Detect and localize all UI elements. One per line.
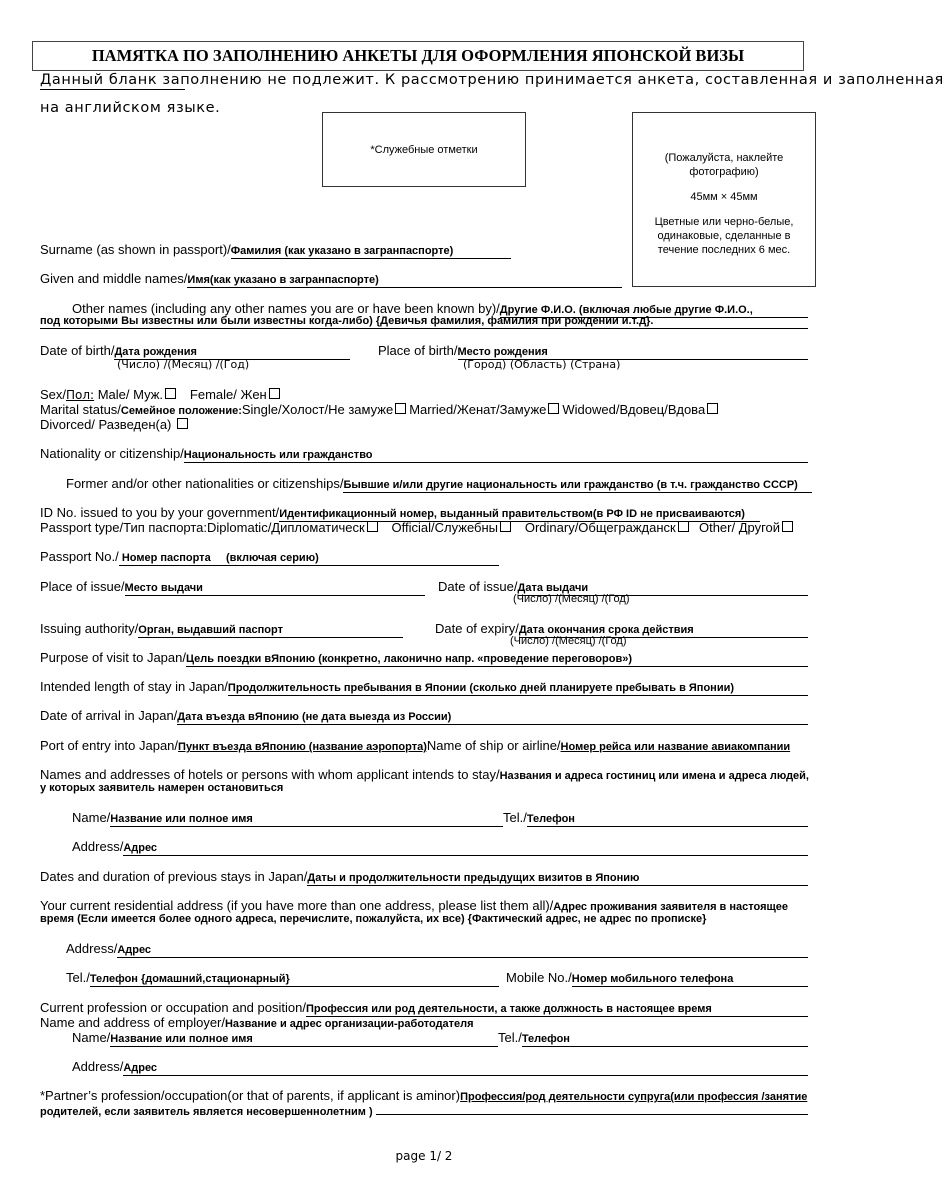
married-checkbox[interactable]	[548, 403, 559, 414]
date-of-issue-format: (Число) /(Месяц) /(Год)	[513, 593, 630, 605]
hotels-line2	[40, 781, 283, 796]
service-marks-label: *Служебные отметки	[370, 144, 478, 156]
place-of-issue-input[interactable]: Место выдачи	[125, 582, 425, 596]
nationality-field[interactable]	[40, 446, 808, 463]
issuing-authority-field[interactable]	[40, 621, 403, 638]
nationality-label: Nationality or citizenship/	[40, 446, 184, 461]
intro-text	[40, 72, 944, 116]
surname-label: Surname (as shown in passport)/	[40, 242, 231, 257]
surname-input[interactable]: Фамилия (как указано в загранпаспорте)	[231, 245, 511, 259]
hotel-name-input[interactable]: Название или полное имя	[110, 813, 503, 827]
date-of-expiry-input[interactable]: Дата окончания срока действия	[519, 624, 808, 638]
ordinary-label: Ordinary/Общегражданск	[524, 520, 676, 535]
other-names-line2[interactable]	[40, 315, 808, 329]
hotels-hint: Названия и адреса гостиниц или имена и адреса людей,	[499, 770, 809, 782]
employer-name-input[interactable]: Название или полное имя	[110, 1033, 498, 1047]
issuing-authority-label: Issuing authority/	[40, 621, 139, 636]
former-nationality-input[interactable]: Бывшие и/или другие национальность или гражданство (в т.ч. гражданство СССР)	[343, 479, 812, 493]
arrival-date-label: Date of arrival in Japan/	[40, 708, 178, 723]
other-names-label: Other names (including any other names you are or have been known by)/	[72, 301, 500, 316]
intro-underline	[40, 88, 185, 90]
ship-airline-label: Name of ship or airline/	[426, 738, 561, 753]
hotel-name-label: Name/	[72, 810, 111, 825]
employer-hint: Название и адрес организации-работодателя	[224, 1018, 474, 1030]
port-of-entry-label: Port of entry into Japan/	[40, 738, 179, 753]
ship-airline-input[interactable]: Номер рейса или название авиакомпании	[560, 741, 791, 753]
marital-label: Marital status/	[40, 402, 121, 417]
port-of-entry-input[interactable]: Пункт въезда вЯпонию (название аэропорта)	[178, 741, 427, 753]
dob-label: Date of birth/	[40, 343, 115, 358]
hotels-hint-2: у которых заявитель намерен остановиться	[40, 782, 284, 794]
female-checkbox[interactable]	[269, 388, 280, 399]
purpose-label: Purpose of visit to Japan/	[40, 650, 186, 665]
address-input[interactable]: Адрес	[117, 944, 808, 958]
former-nationality-field[interactable]	[66, 476, 812, 493]
intro-line-2: на английском языке.	[40, 100, 221, 116]
mobile-input[interactable]: Номер мобильного телефона	[572, 973, 808, 987]
other-type-label: Other/ Другой	[698, 520, 781, 535]
hotel-tel-label: Tel./	[503, 810, 527, 825]
profession-label: Current profession or occupation and position/	[40, 1000, 306, 1015]
current-address-hint-2: время (Если имеется более одного адреса, перечислите, пожалуйста, их все) {Фактический адрес, не адрес по прописке}	[40, 913, 707, 925]
hotel-address-input[interactable]: Адрес	[123, 842, 808, 856]
intro-line-1: Данный бланк заполнению не подлежит. К рассмотрению принимается анкета, составленная и заполненная	[40, 72, 944, 88]
diplomatic-checkbox[interactable]	[367, 521, 378, 532]
other-names-hint: под которыми Вы известны или были известны когда-либо) {Девичья фамилия, фамилия при рождении и.т.д}.	[40, 315, 808, 329]
single-label: Single/Холост/Не замуже	[241, 402, 394, 417]
length-of-stay-label: Intended length of stay in Japan/	[40, 679, 228, 694]
port-of-entry-field[interactable]	[40, 738, 790, 755]
employer-label: Name and address of employer/	[40, 1015, 225, 1030]
employer-address-input[interactable]: Адрес	[123, 1062, 808, 1076]
marital-label-ru: Семейное положение:	[120, 405, 242, 417]
passport-no-input[interactable]: Номер паспорта (включая серию)	[119, 552, 499, 566]
id-no-label: ID No. issued to you by your government/	[40, 505, 280, 520]
issuing-authority-input[interactable]: Орган, выдавший паспорт	[138, 624, 403, 638]
pob-format: (Город) (Область) (Страна)	[463, 358, 621, 371]
place-of-issue-field[interactable]	[40, 579, 425, 596]
employer-tel-field[interactable]	[498, 1030, 808, 1047]
dob-format: (Число) /(Месяц) /(Год)	[117, 358, 250, 371]
home-tel-field[interactable]	[66, 970, 499, 987]
place-of-issue-label: Place of issue/	[40, 579, 125, 594]
current-address-label: Your current residential address (if you have more than one address, please list them all)/	[40, 898, 554, 913]
partner-label: *Partner’s profession/occupation(or that of parents, if applicant is aminor)	[40, 1088, 461, 1103]
former-nationality-label: Former and/or other nationalities or citizenships/	[66, 476, 344, 491]
date-of-issue-input[interactable]: Дата выдачи	[518, 582, 809, 596]
divorced-checkbox[interactable]	[177, 418, 188, 429]
hotel-name-field[interactable]	[72, 810, 503, 827]
passport-type-label: Passport type/Тип паспорта:	[40, 520, 208, 535]
home-tel-input[interactable]: Телефон {домашний,стационарный}	[90, 973, 499, 987]
purpose-input[interactable]: Цель поездки вЯпонию (конкретно, лаконично напр. «проведение переговоров»)	[186, 653, 808, 667]
employer-name-field[interactable]	[72, 1030, 498, 1047]
length-of-stay-field[interactable]	[40, 679, 808, 696]
previous-stays-field[interactable]	[40, 869, 808, 886]
male-label: Male/ Муж.	[97, 387, 164, 402]
id-no-input[interactable]: Идентификационный номер, выданный правительством(в РФ ID не присваиваются)	[279, 508, 760, 522]
arrival-date-field[interactable]	[40, 708, 808, 725]
previous-stays-input[interactable]: Даты и продолжительности предыдущих визитов в Японию	[307, 872, 808, 886]
hotel-tel-input[interactable]: Телефон	[527, 813, 808, 827]
official-label: Official/Служебны	[391, 520, 498, 535]
hotels-label: Names and addresses of hotels or persons with whom applicant intends to stay/	[40, 767, 500, 782]
date-of-expiry-format: (Число) /(Месяц) /(Год)	[510, 635, 627, 647]
current-address-input-field[interactable]	[66, 941, 808, 958]
other-names-input[interactable]: Другие Ф.И.О. (включая любые другие Ф.И.О.,	[500, 304, 808, 318]
arrival-date-input[interactable]: Дата въезда вЯпонию (не дата выезда из России)	[177, 711, 808, 725]
date-of-issue-label: Date of issue/	[438, 579, 518, 594]
previous-stays-label: Dates and duration of previous stays in Japan/	[40, 869, 308, 884]
photo-requirements: Цветные или черно-белые, одинаковые, сделанные в течение последних 6 мес.	[654, 216, 794, 256]
pob-label: Place of birth/	[378, 343, 458, 358]
employer-address-label: Address/	[72, 1059, 124, 1074]
partner-hint-2: родителей, если заявитель является несовершеннолетним )	[40, 1106, 373, 1118]
sex-label: Sex/	[40, 387, 67, 402]
profession-input[interactable]: Профессия или род деятельности, а также должность в настоящее время	[306, 1003, 808, 1017]
date-of-expiry-label: Date of expiry/	[435, 621, 519, 636]
partner-input-field[interactable]	[40, 1103, 808, 1120]
divorced-label: Divorced/ Разведен(а)	[40, 417, 172, 432]
service-marks-box	[322, 112, 526, 187]
passport-type-row	[40, 520, 796, 535]
photo-size: 45мм × 45мм	[690, 191, 758, 203]
hotel-tel-field[interactable]	[503, 810, 808, 827]
page-title: ПАМЯТКА ПО ЗАПОЛНЕНИЮ АНКЕТЫ ДЛЯ ОФОРМЛЕНИЯ ЯПОНСКОЙ ВИЗЫ	[32, 41, 804, 71]
other-type-checkbox[interactable]	[782, 521, 793, 532]
given-names-input[interactable]: Имя(как указано в загранпаспорте)	[187, 274, 622, 288]
mobile-field[interactable]	[506, 970, 808, 987]
partner-input[interactable]	[376, 1114, 808, 1115]
given-names-field[interactable]	[40, 271, 622, 288]
sex-row	[40, 387, 283, 403]
home-tel-label: Tel./	[66, 970, 90, 985]
photo-instruction: (Пожалуйста, наклейте фотографию)	[664, 152, 784, 178]
male-checkbox[interactable]	[165, 388, 176, 399]
female-label: Female/ Жен	[189, 387, 267, 402]
purpose-field[interactable]	[40, 650, 808, 667]
current-address-hint: Адрес проживания заявителя в настоящее	[553, 901, 789, 913]
pob-input[interactable]: Место рождения	[458, 346, 809, 360]
nationality-input[interactable]: Национальность или гражданство	[184, 449, 808, 463]
current-address-line2	[40, 912, 706, 927]
passport-no-label: Passport No./	[40, 549, 119, 564]
official-checkbox[interactable]	[500, 521, 511, 532]
divorced-row	[40, 417, 191, 432]
widowed-checkbox[interactable]	[707, 403, 718, 414]
surname-field[interactable]	[40, 242, 511, 259]
partner-hint: Профессия/род деятельности супруга(или профессия /занятие	[460, 1091, 808, 1103]
diplomatic-label: Diplomatic/Дипломатическ	[207, 520, 365, 535]
photo-box[interactable]	[632, 112, 816, 287]
hotel-address-label: Address/	[72, 839, 124, 854]
single-checkbox[interactable]	[395, 403, 406, 414]
widowed-label: Widowed/Вдовец/Вдова	[562, 402, 706, 417]
length-of-stay-input[interactable]: Продолжительность пребывания в Японии (сколько дней планируете пребывать в Японии)	[228, 682, 808, 696]
employer-name-label: Name/	[72, 1030, 111, 1045]
mobile-label: Mobile No./	[506, 970, 572, 985]
employer-tel-input[interactable]: Телефон	[522, 1033, 808, 1047]
ordinary-checkbox[interactable]	[678, 521, 689, 532]
page-number: page 1/ 2	[395, 1149, 453, 1163]
employer-tel-label: Tel./	[498, 1030, 522, 1045]
address-label: Address/	[66, 941, 118, 956]
sex-label-ru: Пол:	[66, 388, 95, 402]
married-label: Married/Женат/Замуже	[409, 402, 547, 417]
passport-no-field[interactable]	[40, 549, 499, 566]
employer-address-field[interactable]	[72, 1059, 808, 1076]
hotel-address-field[interactable]	[72, 839, 808, 856]
dob-input[interactable]: Дата рождения	[114, 346, 350, 360]
given-names-label: Given and middle names/	[40, 271, 188, 286]
